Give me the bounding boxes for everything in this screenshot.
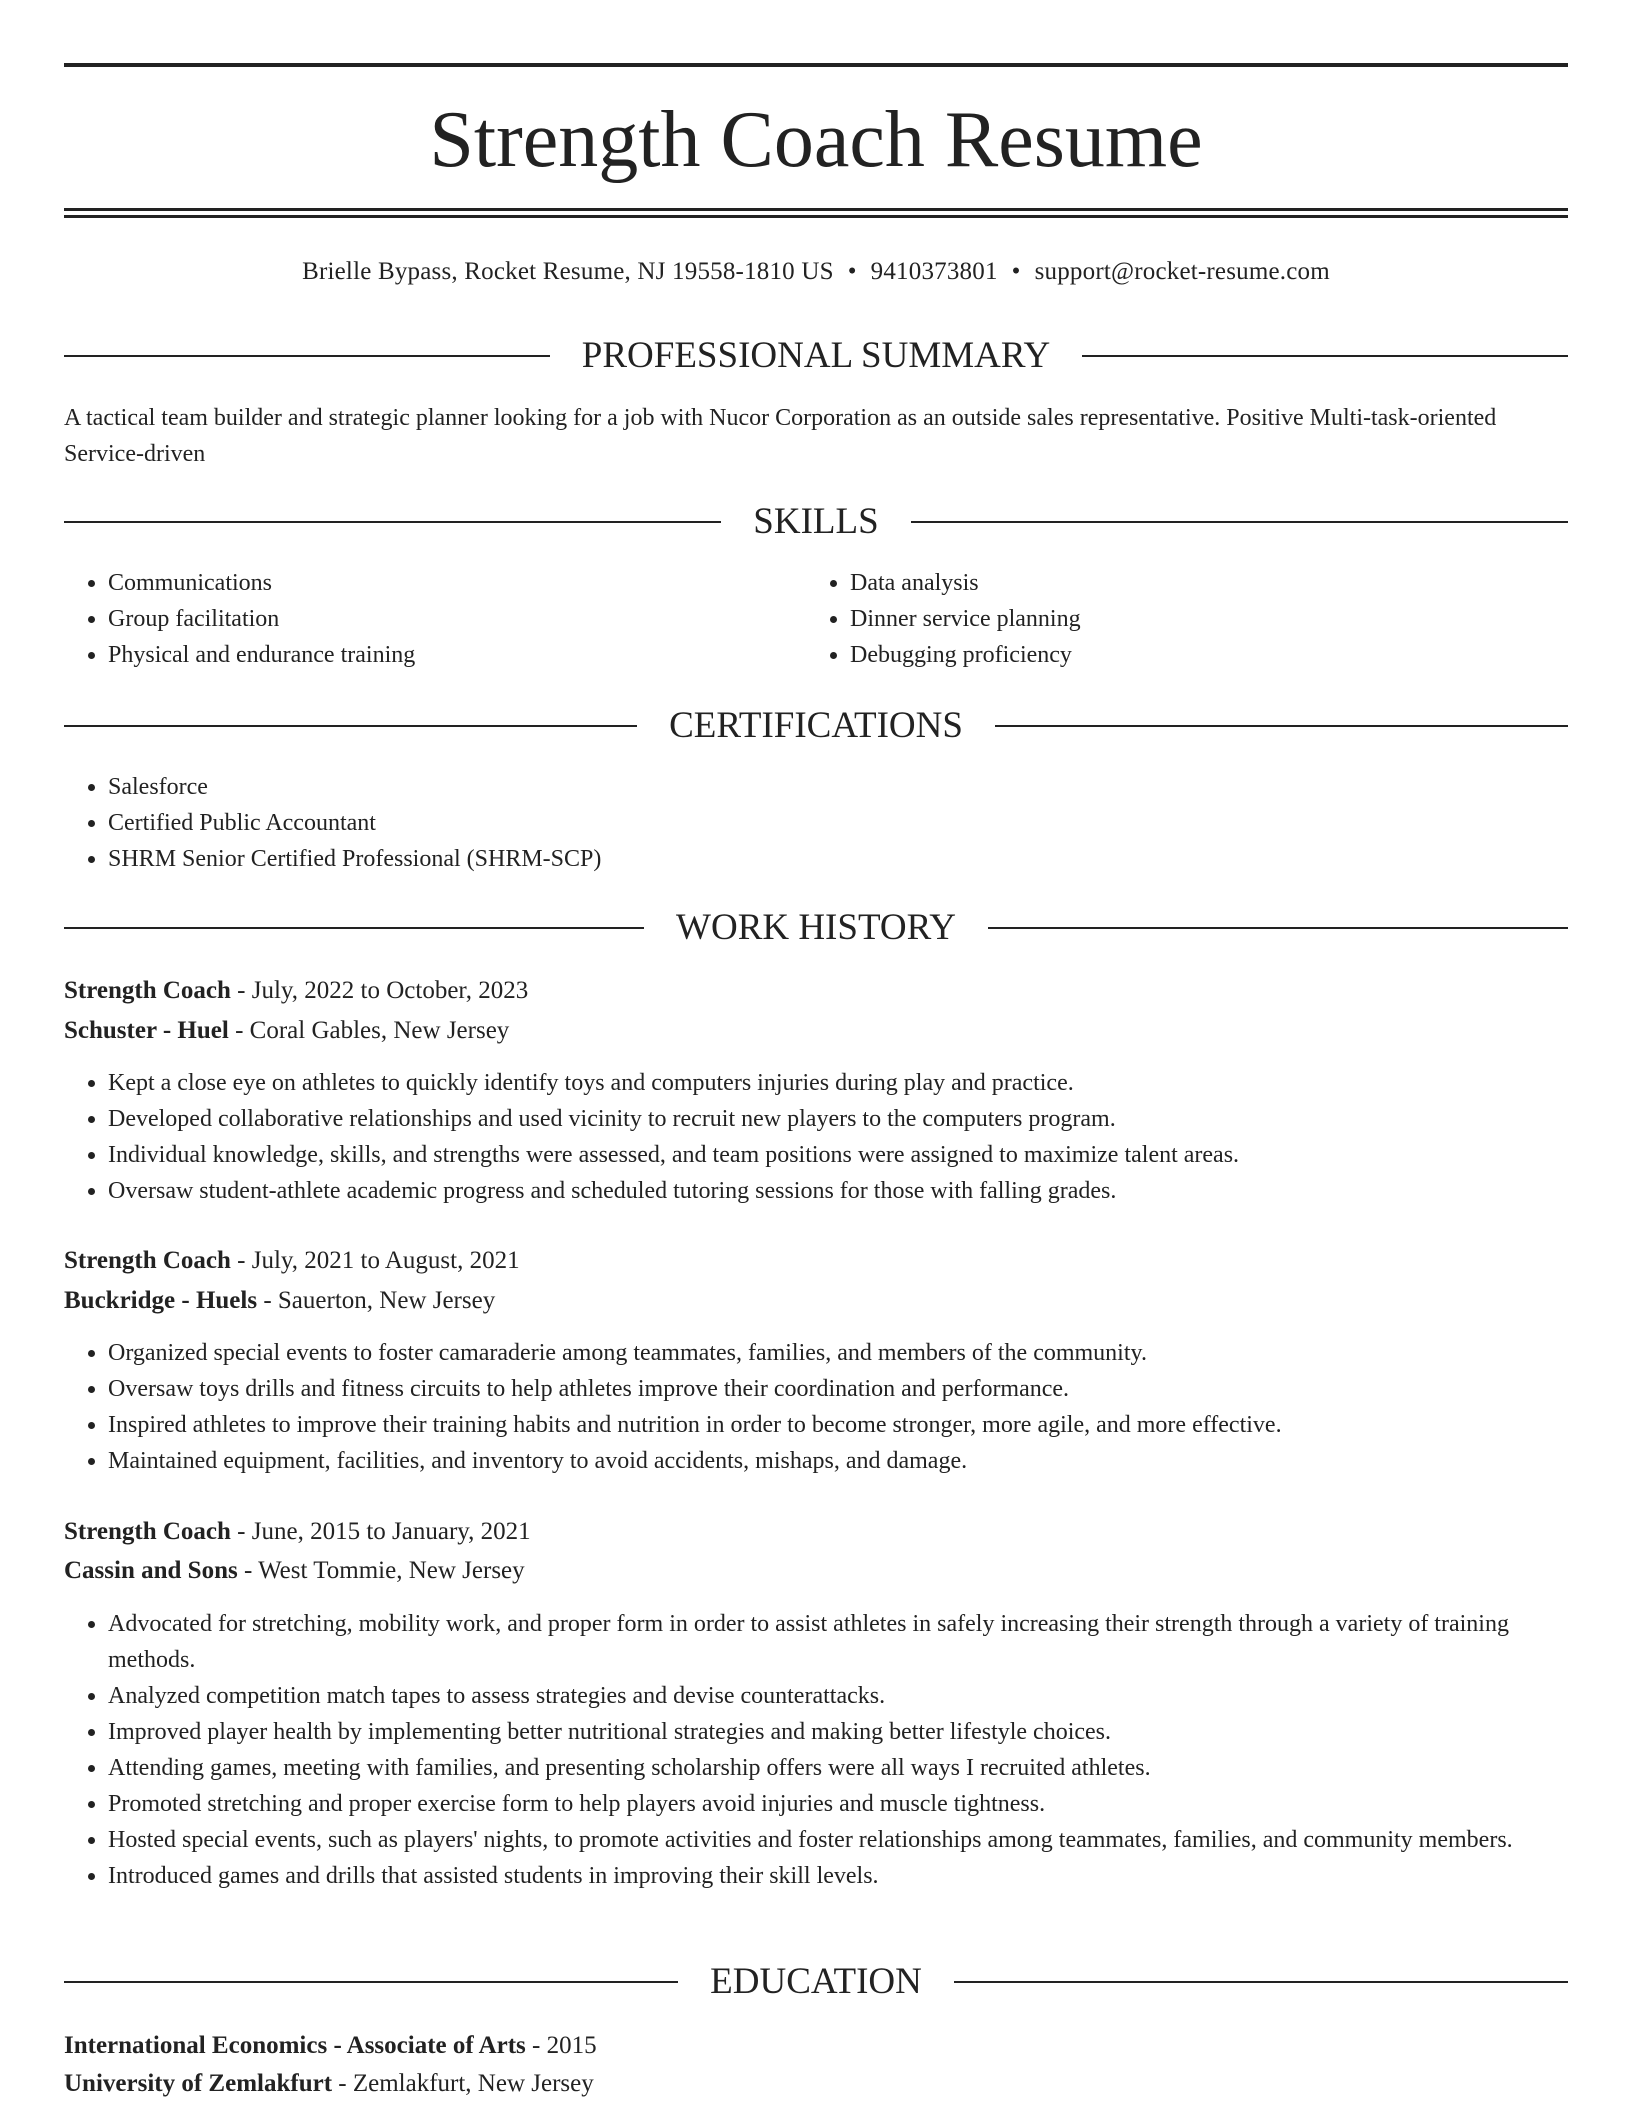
list-item: • Individual knowledge, skills, and strengths were assessed, and team positions were assigned to maximize talent areas. [108,1137,1568,1173]
job-location: - Sauerton, New Jersey [257,1287,496,1314]
list-item: • Certified Public Accountant [108,805,601,841]
heading-rule [64,355,550,357]
contact-address: Brielle Bypass, Rocket Resume, NJ 19558-1810 US [302,258,834,285]
section-heading-summary [64,334,1568,378]
certifications-list [64,769,601,877]
section-title: SKILLS [753,501,879,542]
contact-email: support@rocket-resume.com [1034,258,1330,285]
education-school: University of Zemlakfurt [64,2070,333,2097]
list-item: • Salesforce [108,769,601,805]
list-item: • SHRM Senior Certified Professional (SHRM-SCP) [108,841,601,877]
heading-rule [64,521,721,523]
contact-separator: • [847,258,857,285]
job-location: - Coral Gables, New Jersey [228,1017,510,1044]
job-company-line [64,1013,1568,1049]
list-item: • Inspired athletes to improve their training habits and nutrition in order to become stronger, more agile, and more effective. [108,1407,1568,1443]
list-item: • Organized special events to foster camaraderie among teammates, families, and members of the community. [108,1335,1568,1371]
section-heading-education [64,1960,1568,2004]
list-item: • Advocated for stretching, mobility work, and proper form in order to assist athletes in safely increasing their strength through a variety of training methods. [108,1606,1568,1678]
heading-rule [64,927,644,929]
job-dates: - June, 2015 to January, 2021 [230,1518,531,1545]
job-dates: - July, 2021 to August, 2021 [230,1247,520,1274]
contact-phone: 9410373801 [870,258,998,285]
section-heading-work [64,906,1568,950]
job-location: - West Tommie, New Jersey [237,1557,525,1584]
list-item: • Oversaw student-athlete academic progress and scheduled tutoring sessions for those with falling grades. [108,1173,1568,1209]
education-school-line [64,2066,1568,2102]
job-title: Strength Coach [64,977,231,1004]
list-item: • Group facilitation [108,601,415,637]
section-heading-skills [64,500,1568,544]
heading-rule [995,725,1568,727]
job-company-line [64,1553,1568,1589]
section-title: CERTIFICATIONS [669,705,963,746]
section-title: PROFESSIONAL SUMMARY [581,335,1051,376]
heading-rule [64,725,637,727]
list-item: • Developed collaborative relationships and used vicinity to recruit new players to the computers program. [108,1101,1568,1137]
section-heading-certifications [64,704,1568,748]
contact-line [64,256,1568,288]
heading-rule [954,1981,1568,1983]
heading-rule [1082,355,1568,357]
job-title: Strength Coach [64,1247,231,1274]
skills-list-right [806,565,1081,673]
summary-text: A tactical team builder and strategic planner looking for a job with Nucor Corporation as an outside sales representative. Positive Multi-task-oriented Service-driven [64,405,1497,467]
skills-list-left [64,565,415,673]
job-company-line [64,1283,1568,1319]
education-degree: International Economics - Associate of Arts [64,2032,526,2059]
list-item: • Debugging proficiency [850,637,1081,673]
job-dates: - July, 2022 to October, 2023 [230,977,529,1004]
education-year: - 2015 [525,2032,597,2059]
job-company: Schuster - Huel [64,1017,229,1044]
list-item: • Physical and endurance training [108,637,415,673]
list-item: • Improved player health by implementing better nutritional strategies and making better lifestyle choices. [108,1714,1568,1750]
section-title: EDUCATION [710,1961,922,2002]
education-degree-line [64,2028,1568,2064]
list-item: • Hosted special events, such as players' nights, to promote activities and foster relationships among teammates, families, and community members. [108,1822,1568,1858]
job-bullets [64,1065,1568,1209]
list-item: • Dinner service planning [850,601,1081,637]
heading-rule [911,521,1568,523]
page-title: Strength Coach Resume [429,96,1203,184]
title-double-rule [64,208,1568,218]
job-title-line [64,973,1568,1009]
top-rule [64,63,1568,67]
job-title-line [64,1243,1568,1279]
contact-separator: • [1011,258,1021,285]
job-bullets [64,1335,1568,1479]
list-item: • Data analysis [850,565,1081,601]
job-company: Buckridge - Huels [64,1287,258,1314]
list-item: • Maintained equipment, facilities, and inventory to avoid accidents, mishaps, and damage. [108,1443,1568,1479]
job-company: Cassin and Sons [64,1557,238,1584]
list-item: • Attending games, meeting with families, and presenting scholarship offers were all ways I recruited athletes. [108,1750,1568,1786]
heading-rule [64,1981,678,1983]
heading-rule [988,927,1568,929]
job-title-line [64,1514,1568,1550]
job-title: Strength Coach [64,1518,231,1545]
education-location: - Zemlakfurt, New Jersey [332,2070,594,2097]
list-item: • Analyzed competition match tapes to assess strategies and devise counterattacks. [108,1678,1568,1714]
list-item: • Promoted stretching and proper exercise form to help players avoid injuries and muscle tightness. [108,1786,1568,1822]
section-title: WORK HISTORY [676,907,956,948]
job-bullets [64,1606,1568,1894]
list-item: • Communications [108,565,415,601]
list-item: • Introduced games and drills that assisted students in improving their skill levels. [108,1858,1568,1894]
list-item: • Kept a close eye on athletes to quickly identify toys and computers injuries during play and practice. [108,1065,1568,1101]
list-item: • Oversaw toys drills and fitness circuits to help athletes improve their coordination and performance. [108,1371,1568,1407]
